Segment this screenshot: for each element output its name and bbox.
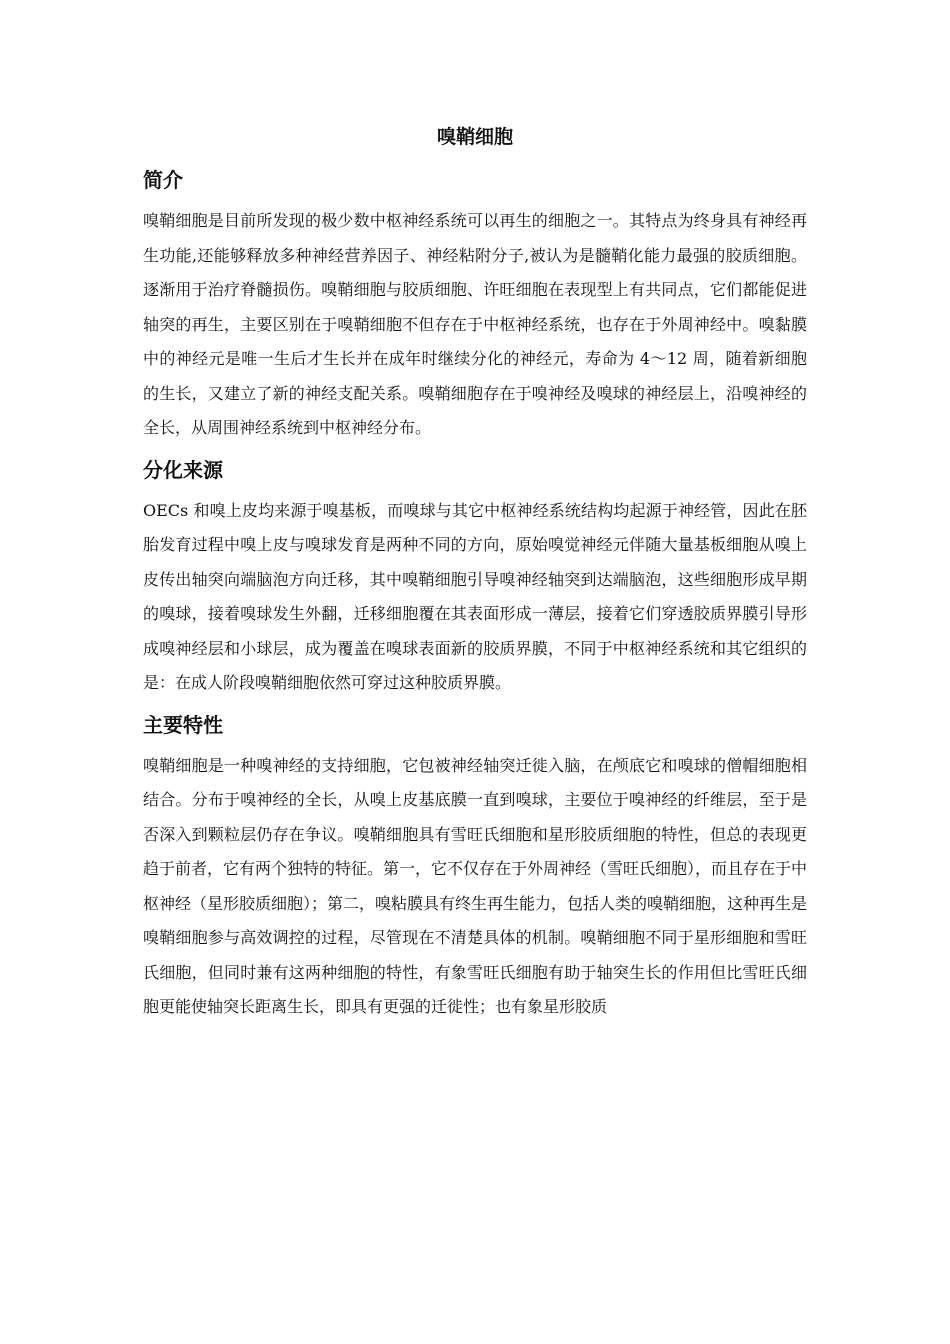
- section-heading-origin: 分化来源: [143, 457, 223, 482]
- section-paragraph-origin: OECs 和嗅上皮均来源于嗅基板，而嗅球与其它中枢神经系统结构均起源于神经管，因此在胚胎发育过程中嗅上皮与嗅球发育是两种不同的方向，原始嗅觉神经元伴随大量基板细胞从嗅上皮传出轴突向端脑泡方向迁移，其中嗅鞘细胞引导嗅神经轴突到达端脑泡，这些细胞形成早期的嗅球，接着嗅球发生外翻，迁移细胞覆在其表面形成一薄层，接着它们穿透胶质界膜引导形成嗅神经层和小球层，成为覆盖在嗅球表面新的胶质界膜，不同于中枢神经系统和其它组织的是：在成人阶段嗅鞘细胞依然可穿过这种胶质界膜。: [143, 500, 807, 692]
- section-paragraph-intro: 嗅鞘细胞是目前所发现的极少数中枢神经系统可以再生的细胞之一。其特点为终身具有神经再生功能,还能够释放多种神经营养因子、神经粘附分子,被认为是髓鞘化能力最强的胶质细胞。逐渐用于治疗脊髓损伤。嗅鞘细胞与胶质细胞、许旺细胞在表现型上有共同点，它们都能促进轴突的再生，主要区别在于嗅鞘细胞不但存在于中枢神经系统，也存在于外周神经中。嗅黏膜中的神经元是唯一生后才生长并在成年时继续分化的神经元，寿命为 4～12 周，随着新细胞的生长，又建立了新的神经支配关系。嗅鞘细胞存在于嗅神经及嗅球的神经层上，沿嗅神经的全长，从周围神经系统到中枢神经分布。: [143, 211, 807, 437]
- section-heading-intro: 简介: [143, 168, 183, 192]
- section-paragraph-properties: 嗅鞘细胞是一种嗅神经的支持细胞，它包被神经轴突迁徙入脑，在颅底它和嗅球的僧帽细胞相结合。分布于嗅神经的全长，从嗅上皮基底膜一直到嗅球，主要位于嗅神经的纤维层，至于是否深入到颗粒层仍存在争议。嗅鞘细胞具有雪旺氏细胞和星形胶质细胞的特性，但总的表现更趋于前者，它有两个独特的特征。第一，它不仅存在于外周神经（雪旺氏细胞），而且存在于中枢神经（星形胶质细胞）；第二，嗅粘膜具有终生再生能力，包括人类的嗅鞘细胞，这种再生是嗅鞘细胞参与高效调控的过程，尽管现在不清楚具体的机制。嗅鞘细胞不同于星形细胞和雪旺氏细胞，但同时兼有这两种细胞的特性，有象雪旺氏细胞有助于轴突生长的作用但比雪旺氏细胞更能使轴突长距离生长，即具有更强的迁徙性；也有象星形胶质: [143, 755, 808, 1016]
- page-title: 嗅鞘细胞: [436, 126, 513, 148]
- document-body: [143, 118, 807, 1025]
- section-heading-properties: 主要特性: [143, 712, 223, 737]
